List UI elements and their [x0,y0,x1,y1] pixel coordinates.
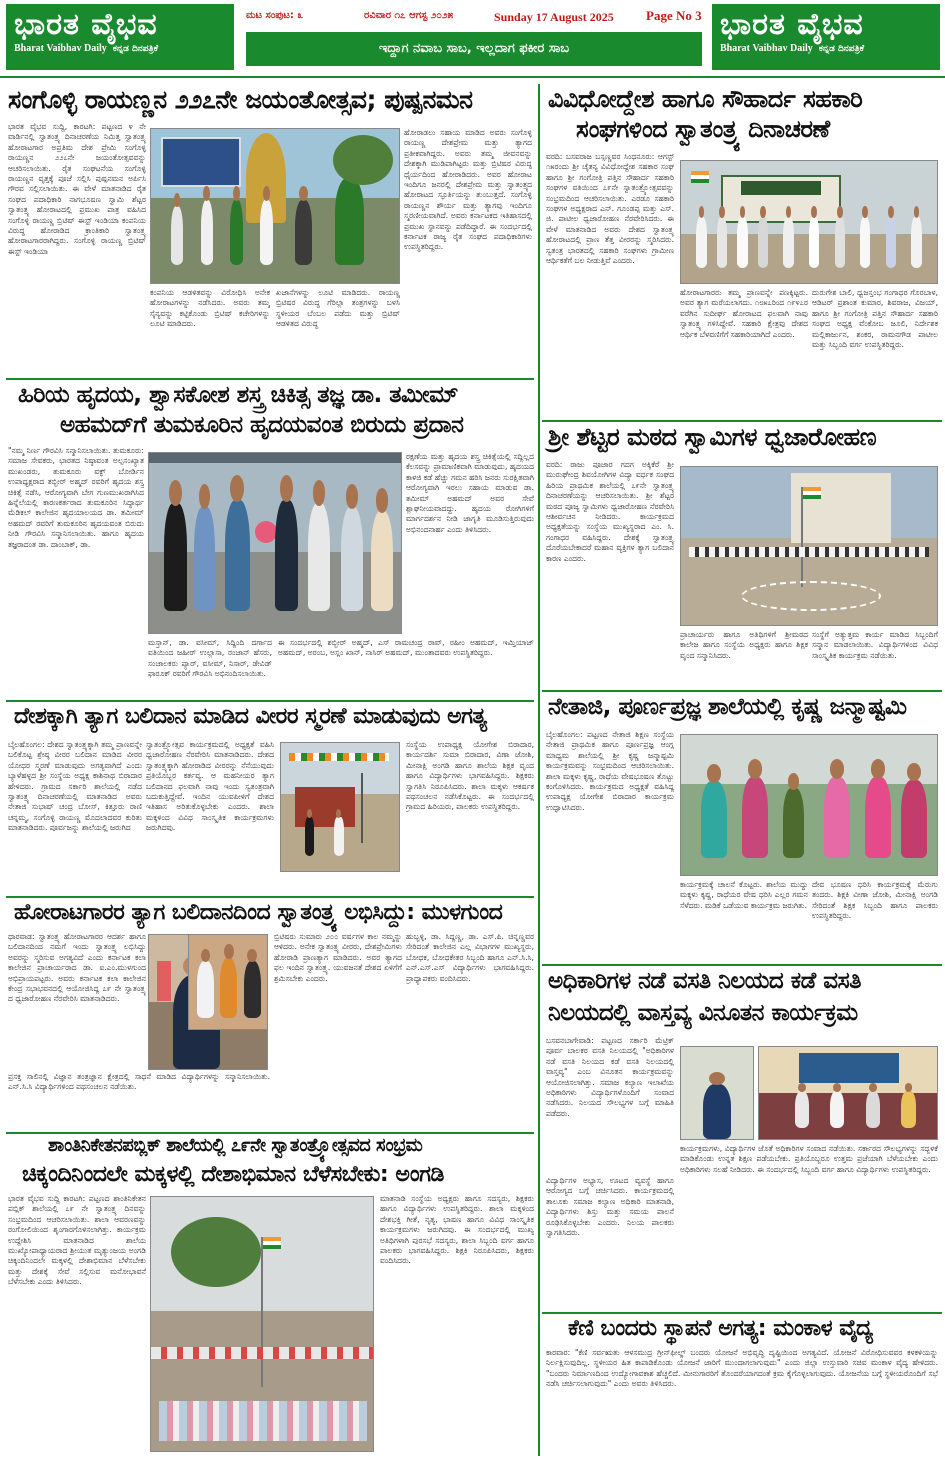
article-body: ಬ್ರಿಟಿಷರು ಸುಮಾರು ೨೦೦ ವರ್ಷಗಳ ಕಾಲ ನಮ್ಮನ್ನು ಆಳಿದರು. ಅನೇಕ ಸ್ವಾತಂತ್ರ್ಯ ವೀರರು, ದೇಶಪ್ರೇಮಿಗಳು ಹೋರಾಡಿ ಪ್ರಾಣತ್ಯಾಗ ಮಾಡಿದರು. ಅವರ ತ್ಯಾಗದ ಫಲ ಇಂದಿನ ಸ್ವಾತಂತ್ರ್ಯ. ಯುವಜನತೆ ದೇಶದ ಏಳಿಗೆಗೆ ಶ್ರಮಿಸಬೇಕು ಎಂದರು. [274,932,402,983]
article-body: ಸಂಸ್ಥೆಯ ಉಪಾಧ್ಯಕ್ಷ ಯೋಗೇಶ ಬಿರಾದಾರ, ಕಾರ್ಯದರ್ಶಿ ಸುಮಾ ಬಿರಾದಾರ, ವಿಣಾ ಜೋಶಿ, ಮೀನಾಕ್ಷಿ ಅಂಗಡಿ ಹಾಗೂ ಶಾಲೆಯ ಶಿಕ್ಷಕ ವೃಂದ ಹಾಗೂ ವಿದ್ಯಾರ್ಥಿಗಳು ಭಾಗವಹಿಸಿದ್ದರು. ಶಿಕ್ಷಕರು ಸ್ವಾಗತಿಸಿ ನಿರೂಪಿಸಿದರು. ಶಾಲಾ ಮಕ್ಕಳು ಆಕರ್ಷಕ ಪಥಸಂಚಲನ ನಡೆಸಿಕೊಟ್ಟರು. ಈ ಸಂದರ್ಭದಲ್ಲಿ ಗ್ರಾಮದ ಹಿರಿಯರು, ಪಾಲಕರು ಉಪಸ್ಥಿತರಿದ್ದರು. [406,740,534,812]
article-body: ದುರುಗೇಶ ಬಾಲಿ, ಧ್ವಜಸ್ತಂಭ ಗಂಗಾಧರ ಗೊರಬಾಳ, ಆಡಿಟರ್ ಪ್ರಶಾಂತ ಕುಮಾರ, ಶಿವರಾಜ, ವಿಜಯ್, ಹಾಗೂ ಶ್ರೀ ಗಂಗೋತ್ರಿ ಪತ್ತಿನ ಸೌಹಾರ್ದ ಸಹಕಾರಿ ಸಂಘದ ಅಧ್ಯಕ್ಷ ವೆಂಕೋಬ ಜೂಲಿ, ನಿರ್ದೇಶಕ ಮಲ್ಲಿಕಾರ್ಜುನ, ಶಂಕರ, ರಾಮನಗೌಡ ಪಾಟೀಲ ಮತ್ತು ಸಿಬ್ಬಂದಿ ವರ್ಗ ಉಪಸ್ಥಿತರಿದ್ದರು. [812,288,938,350]
article-body: ಬಸವನಬಾಗೇವಾಡಿ: ಪಟ್ಟಣದ ಸರ್ಕಾರಿ ಮೆಟ್ರಿಕ್ ಪೂರ್ವ ಬಾಲಕರ ವಸತಿ ನಿಲಯದಲ್ಲಿ "ಅಧಿಕಾರಿಗಳ ನಡೆ ವಸತಿ ನಿಲಯದ ಕಡೆ ವಸತಿ ನಿಲಯದಲ್ಲಿ ವಾಸ್ತವ್ಯ" ಎಂಬ ವಿನೂತನ ಕಾರ್ಯಕ್ರಮವನ್ನು ಆಯೋಜಿಸಲಾಗಿತ್ತು. ಸಮಾಜ ಕಲ್ಯಾಣ ಇಲಾಖೆಯ ಅಧಿಕಾರಿಗಳು ವಿದ್ಯಾರ್ಥಿಗಳೊಂದಿಗೆ ಸಂವಾದ ನಡೆಸಿದರು. ನಿಲಯದ ಸೌಲಭ್ಯಗಳ ಬಗ್ಗೆ ಮಾಹಿತಿ ಪಡೆದರು. [546,1036,674,1118]
article-caption: ಪ್ರಾಚಾರ್ಯರು ಹಾಗೂ ಅತಿಥಿಗಳಿಗೆ ಶ್ರೀಮಠದ ಕಾಲೇಜ ಹಾಗೂ ಸಂಸ್ಥೆಯ ಅಧ್ಯಕ್ಷರು ಹಾಗೂ ಶಿಕ್ಷಕ ವೃಂದ ಸನ್ಮಾನಿಸಿದರು. [680,630,808,660]
english-date: Sunday 17 August 2025 [494,10,614,24]
article-headline: ದೇಶಕ್ಕಾಗಿ ತ್ಯಾಗ ಬಲಿದಾನ ಮಾಡಿದ ವೀರರ ಸ್ಮರಣೆ ಮಾಡುವುದು ಅಗತ್ಯ [14,704,487,729]
article-body: ವಿದ್ಯಾರ್ಥಿಗಳ ಅಭ್ಯಾಸ, ಊಟದ ವ್ಯವಸ್ಥೆ ಹಾಗೂ ಆರೋಗ್ಯದ ಬಗ್ಗೆ ಚರ್ಚಿಸಿದರು. ಕಾರ್ಯಕ್ರಮದಲ್ಲಿ ತಾಲೂಕು ಸಮಾಜ ಕಲ್ಯಾಣ ಅಧಿಕಾರಿ ಮಾತನಾಡಿ, ವಿದ್ಯಾರ್ಥಿಗಳು ಶಿಸ್ತು ಮತ್ತು ಸಮಯ ಪಾಲನೆ ರೂಢಿಸಿಕೊಳ್ಳಬೇಕು ಎಂದರು. ನಿಲಯ ಪಾಲಕರು ಸ್ವಾಗತಿಸಿದರು. [546,1176,674,1238]
dateline [242,2,704,28]
logo-english: Bharat Vaibhav Daily [14,43,107,54]
signboard [161,137,241,187]
article-body: ಹೋರಾಟಗಾರರು ತಮ್ಮ ಪ್ರಾಣವನ್ನೇ ಪಣಕ್ಕಿಟ್ಟರು. ಅವರ ತ್ಯಾಗ ಮರೆಯಲಾಗದು. ೧೮೫೭ರಿಂದ ೧೯೪೭ರ ವರೆಗಿನ ಸುದೀರ್ಘ ಹೋರಾಟದ ಫಲವಾಗಿ ನಾವು ಸ್ವಾತಂತ್ರ್ಯ ಗಳಿಸಿದ್ದೇವೆ. ಸಹಕಾರಿ ಕ್ಷೇತ್ರವು ದೇಶದ ಆರ್ಥಿಕ ಬೆಳವಣಿಗೆಗೆ ಸಹಕಾರಿಯಾಗಿದೆ ಎಂದರು. [680,288,808,339]
kannada-date: ರವಿವಾರ ೧೭ ಆಗಸ್ಟ ೨೦೨೫ [364,10,454,21]
palm-tree [333,135,393,185]
article-body: ಕಾರವಾರ: "ಕೆಣಿ ಸರ್ವಋತು ಆಳಸಮುದ್ರ ಗ್ರೀನ್‌ಫೀಲ್ಡ್ ಬಂದರು ಯೋಜನೆ ಅಭಿವೃದ್ಧಿ ದೃಷ್ಟಿಯಿಂದ ಅಗತ್ಯವಿದೆ. ಯೋಜನೆ ವಿರೋಧಿಸುವವರ ಕಳಕಳಿಯನ್ನು ನಿರ್ಲಕ್ಷಿಸುವುದಿಲ್ಲ. ಸ್ಥಳೀಯರ ಹಿತ ಕಾಪಾಡಿಕೊಂಡು ಯೋಜನೆ ಜಾರಿಗೆ ಮುಂದಾಗಲಾಗುವುದು" ಎಂದು ಜಿಲ್ಲಾ ಉಸ್ತುವಾರಿ ಸಚಿವ ಮಂಕಾಳ ವೈದ್ಯ ಹೇಳಿದರು. "ಬಂದರು ನಿರ್ಮಾಣದಿಂದ ಉದ್ಯೋಗಾವಕಾಶ ಹೆಚ್ಚಲಿದೆ. ಮೀನುಗಾರರಿಗೆ ತೊಂದರೆಯಾಗದಂತೆ ಕ್ರಮ ಕೈಗೊಳ್ಳಲಾಗುವುದು. ಯೋಜನೆಯ ಬಗ್ಗೆ ಸ್ಥಳೀಯರೊಂದಿಗೆ ಸಭೆ ನಡೆಸಿ ಚರ್ಚಿಸಲಾಗುವುದು" ಎಂದು ಅವರು ತಿಳಿಸಿದರು. [546,1348,938,1389]
article-photo [758,1046,938,1140]
article-photo [680,466,938,626]
article-headline: ಹೋರಾಟಗಾರರ ತ್ಯಾಗ ಬಲಿದಾನದಿಂದ ಸ್ವಾತಂತ್ರ್ಯ ಲಭಿಸಿದ್ದು: ಮುಳಗುಂದ [14,900,503,925]
article-body: ಹೋರಾಡಲು ಸಹಾಯ ಮಾಡಿದ ಅವರು ಸಂಗೊಳ್ಳಿ ರಾಯಣ್ಣ ದೇಶಪ್ರೇಮ ಮತ್ತು ತ್ಯಾಗದ ಪ್ರತೀಕವಾಗಿದ್ದರು. ಅವರು ತಮ್ಮ ಜೀವನವನ್ನು ದೇಶಕ್ಕಾಗಿ ಮುಡಿಪಾಗಿಟ್ಟರು ಮತ್ತು ಬ್ರಿಟಿಷರ ವಿರುದ್ಧ ಧೈರ್ಯದಿಂದ ಹೋರಾಡಿದರು. ಅವರ ಹೋರಾಟ ಇಂದಿಗೂ ಜನರಲ್ಲಿ ದೇಶಪ್ರೇಮ ಮತ್ತು ಸ್ವಾತಂತ್ರ್ಯದ ಹೋರಾಟದ ಸ್ಫೂರ್ತಿಯನ್ನು ತುಂಬುತ್ತದೆ. ಸಂಗೊಳ್ಳಿ ರಾಯಣ್ಣನ ಶೌರ್ಯ ಮತ್ತು ತ್ಯಾಗವು ಇಂದಿಗೂ ಸ್ಮರಣೀಯವಾಗಿದೆ. ಅವರು ಕರ್ನಾಟಕದ ಇತಿಹಾಸದಲ್ಲಿ ಪ್ರಮುಖ ಸ್ಥಾನವನ್ನು ಪಡೆದಿದ್ದಾರೆ. ಈ ಸಂದರ್ಭದಲ್ಲಿ ಕರ್ನಾಟಕ ರಾಜ್ಯ ರೈತ ಸಂಘದ ಪದಾಧಿಕಾರಿಗಳು ಉಪಸ್ಥಿತರಿದ್ದರು. [404,128,532,252]
article-headline: ಸಂಘಗಳಿಂದ ಸ್ವಾತಂತ್ರ್ಯ ದಿನಾಚರಣೆ [576,115,830,143]
article-headline: ಅಧಿಕಾರಿಗಳ ನಡೆ ವಸತಿ ನಿಲಯದ ಕಡೆ ವಸತಿ [548,968,861,994]
article-photo [150,1196,374,1452]
article-headline: ಕೆಣಿ ಬಂದರು ಸ್ಥಾಪನೆ ಅಗತ್ಯ: ಮಂಕಾಳ ವೈದ್ಯ [568,1316,873,1341]
logo-title: ಭಾರತ ವೈಭವ [720,7,864,42]
logo-subtitle: ಕನ್ನಡ ದಿನಪತ್ರಿಕೆ [818,44,865,54]
article-photo [148,452,402,634]
logo-english: Bharat Vaibhav Daily [720,43,813,54]
article-body: ವರದಿ: ರಾಜು ಪೂಜಾರ ಗದಗ ಅಕ್ಕಿಕೆರೆ ಶ್ರೀ ಮುರುಘೇಂದ್ರ ಶಿವಯೋಗಿಗಳ ವಿದ್ಯಾ ವರ್ಧಕ ಸಂಘದ ಹಿರಿಯ ಪ್ರಾಥಮಿಕ ಶಾಲೆಯಲ್ಲಿ ೭೯ನೇ ಸ್ವಾತಂತ್ರ್ಯ ದಿನಾಚರಣೆಯನ್ನು ಆಚರಿಸಲಾಯಿತು. ಶ್ರೀ ಶೆಟ್ಟರ ಮಠದ ಪೂಜ್ಯ ಸ್ವಾಮಿಗಳು ಧ್ವಜಾರೋಹಣ ನೆರವೇರಿಸಿ ಆಶೀರ್ವಚನ ನೀಡಿದರು. ಕಾರ್ಯಕ್ರಮದ ಅಧ್ಯಕ್ಷತೆಯನ್ನು ಸಂಸ್ಥೆಯ ಮುಖ್ಯಸ್ಥರಾದ ಎಂ. ಸಿ. ಗಂಗಾಧರ ವಹಿಸಿದ್ದರು. ದೇಶಕ್ಕೆ ಸ್ವಾತಂತ್ರ್ಯ ದೊರೆಯಬೇಕಾದರೆ ಮಹಾನ ವ್ಯಕ್ತಿಗಳ ತ್ಯಾಗ ಬಲಿದಾನ ಕಾರಣ ಎಂದರು. [546,460,674,563]
article-body: ವರದಿ: ಬಸವರಾಜ ಬಸ್ಸಣ್ಣವರ ಸಿಂಧನೂರು: ಆಗಸ್ಟ್ ೧೫ರಂದು ಶ್ರೀ ಚೈತನ್ಯ ವಿವಿಧೋದ್ದೇಶ ಸಹಕಾರ ಸಂಘ ಹಾಗೂ ಶ್ರೀ ಗಂಗೋತ್ರಿ ಪತ್ತಿನ ಸೌಹಾರ್ದ ಸಹಕಾರಿ ಸಂಘಗಳ ವತಿಯಿಂದ ೭೯ನೇ ಸ್ವಾತಂತ್ರ್ಯೋತ್ಸವವನ್ನು ಸಂಭ್ರಮದಿಂದ ಆಚರಿಸಲಾಯಿತು. ಎರಡೂ ಸಹಕಾರಿ ಸಂಘಗಳ ಅಧ್ಯಕ್ಷರಾದ ಎನ್. ಗೂಂಡಪ್ಪ ಮತ್ತು ಎಸ್. ಜಿ. ಪಾಟೀಲ ಧ್ವಜಾರೋಹಣ ನೆರವೇರಿಸಿದರು. ಈ ವೇಳೆ ಮಾತನಾಡಿದ ಅವರು ದೇಶದ ಸ್ವಾತಂತ್ರ್ಯ ಹೋರಾಟದಲ್ಲಿ ಪ್ರಾಣ ತೆತ್ತ ವೀರರನ್ನು ಸ್ಮರಿಸಿದರು. ಸ್ವತಂತ್ರ ಭಾರತದಲ್ಲಿ ಸಹಕಾರಿ ಸಂಘಗಳು ಗ್ರಾಮೀಣ ಆರ್ಥಿಕತೆಗೆ ಬಲ ನೀಡುತ್ತಿವೆ ಎಂದರು. [546,152,674,266]
masthead-logo-right [712,4,940,70]
article-body: ಕಾರ್ಯಕ್ರಮಗಳು, ವಿದ್ಯಾರ್ಥಿಗಳ ಜೊತೆ ಅಧಿಕಾರಿಗಳ ಸಂವಾದ ನಡೆಯಿತು. ಸರ್ಕಾರದ ಸೌಲಭ್ಯಗಳನ್ನು ಸದ್ಬಳಕೆ ಮಾಡಿಕೊಂಡು ಉನ್ನತ ಶಿಕ್ಷಣ ಪಡೆಯಬೇಕು. ಪ್ರತಿಯೊಬ್ಬರೂ ಉತ್ತಮ ಪ್ರಜೆಯಾಗಿ ಬೆಳೆಯಬೇಕು ಎಂದು ಅಧಿಕಾರಿಗಳು ಸಲಹೆ ನೀಡಿದರು. ಈ ಸಂದರ್ಭದಲ್ಲಿ ಸಿಬ್ಬಂದಿ ವರ್ಗ ಹಾಗೂ ವಿದ್ಯಾರ್ಥಿಗಳು ಉಪಸ್ಥಿತರಿದ್ದರು. [680,1144,938,1174]
page-number: Page No 3 [646,8,702,23]
article-caption: ಈ ಸಂದರ್ಭದಲ್ಲಿ ಶಬ್ಬೀರ್ ಅಹ್ಮದ್, ಎಸ್ ರಾಮಚಂದ್ರ ರಾವ್, ರಹೀಂ ಅಹಮದ್, ಇಮ್ತಿಯಾಜ್ ಅಹಮದ್, ಅರಂಬ, ಅಸ್ಲಂ ಖಾನ್, ನಾಸಿರ್ ಅಹಮದ್, ಮುಂತಾದವರು ಉಪಸ್ಥಿತರಿದ್ದರು. [278,638,534,658]
article-caption: ದೇವ ಭೂಷಣ ಧರಿಸಿ ಕಾರ್ಯಕ್ರಮಕ್ಕೆ ಮೆರುಗು ತಂದರು. ಶಿಕ್ಷಕಿ ವೀಣಾ ಜೋಶಿ, ಮೀನಾಕ್ಷಿ ಅಂಗಡಿ ಸೇರಿದಂತೆ ಶಿಕ್ಷಕ ಸಿಬ್ಬಂದಿ ಹಾಗೂ ಪಾಲಕರು ಉಪಸ್ಥಿತರಿದ್ದರು. [812,880,938,921]
article-photo [280,742,400,872]
article-caption: ಮಸ್ತಾನ್, ಡಾ. ವಸೀಮ್, ಸಿದ್ದಿಂದಿ ದರ್ಗಾದ ವತಿಯಿಂದ ಜಹೀರ್ ಉಲ್ಲಾಸಾ, ರಂಜಾನ್ ಹೆಸರು, ಸಂಚಾಲಕರು ಪ್ಯಾರ್, ವಸೀಮ್, ನಿಸಾರ್, ಡೇವಿಡ್ ಫಾರೂಕ್ ರವರಿಗೆ ಗೌರವಿಸಿ ಅಭಿನಂದಿಸಲಾಯಿತು. [148,638,272,679]
article-body: ಭಾರತ ವೈಭವ ಸುದ್ದಿ ಕಾರಟಗಿ: ಪಟ್ಟಣದ ಶಾಂತಿನಿಕೇತನ ಪಬ್ಲಿಕ್ ಶಾಲೆಯಲ್ಲಿ ೭೯ ನೇ ಸ್ವಾತಂತ್ರ್ಯ ದಿನವನ್ನು ಸಂಭ್ರಮದಿಂದ ಆಚರಿಸಲಾಯಿತು. ಶಾಲಾ ಆವರಣವನ್ನು ರಂಗೋಲಿಯಿಂದ ಶೃಂಗಾರಗೊಳಿಸಲಾಗಿತ್ತು. ಕಾರ್ಯಕ್ರಮ ಉದ್ದೇಶಿಸಿ ಮಾತನಾಡಿದ ಶಾಲೆಯ ಮುಖ್ಯೋಪಾಧ್ಯಾಯರಾದ ಶ್ರೀಯುತ ಮೃತ್ಯುಂಜಯ ಅಂಗಡಿ ಚಿಕ್ಕಂದಿನಿಂದಲೇ ಮಕ್ಕಳಲ್ಲಿ ದೇಶಾಭಿಮಾನ ಬೆಳೆಸಬೇಕು ಮತ್ತು ದೇಶಕ್ಕೆ ಸೇವೆ ಸಲ್ಲಿಸುವ ಮನೋಭಾವನೆ ಬೆಳೆಸಬೇಕು ಎಂದು ತಿಳಿಸಿದರು. [8,1194,146,1287]
article-headline: ಸಂಗೊಳ್ಳಿ ರಾಯಣ್ಣನ ೨೨೭ನೇ ಜಯಂತೋತ್ಸವ; ಪುಷ್ಪನಮನ [8,85,473,114]
article-body: ರಕ್ಷಣೆಯ ಮತ್ತು ಹೃದಯ ಶಸ್ತ್ರ ಚಿಕಿತ್ಸೆಯಲ್ಲಿ ಸದ್ದಿಲ್ಲದ ಕೆಲಸವನ್ನು ಪ್ರಾಮಾಣಿಕವಾಗಿ ಮಾಡುವುದು, ಹೃದಯದ ಕಾಳಜಿ ಕಡೆ ಹೆಚ್ಚು ಗಮನ ಹರಿಸಿ ಜನರು ಸುರಕ್ಷಿತವಾಗಿ ಆರೋಗ್ಯವಾಗಿ ಇರಲು ಸಹಾಯ ಮಾಡುವ ಡಾ. ತಮೀಮ್ ಅಹಮದ್ ಅವರ ಸೇವೆ ಶ್ಲಾಘನೀಯವಾದದ್ದು. ಹೃದಯ ರೋಗಿಗಳಿಗೆ ಮಾರ್ಗದರ್ಶನ ನೀಡಿ ಜಾಗೃತಿ ಮೂಡಿಸುತ್ತಿರುವುದು ಅಭಿನಂದನಾರ್ಹ ಎಂದು ತಿಳಿಸಿದರು. [406,452,534,534]
article-body: "ನಮ್ಮ ನಿರ್ಣ ಗೌರವಿಸಿ ಸನ್ಮಾನಿಸಲಾಯಿತು. ತುಮಕೂರು: ಸಮಾಜ ಸೇವಕರು, ಭಾರತದ ನಿಷ್ಠಾವಂತ ಅಲ್ಪಸಂಖ್ಯಾತ ಮುಖಂಡರು, ತುಮಕೂರು ವಕ್ಫ್ ಬೋರ್ಡಿನ ಉಪಾಧ್ಯಕ್ಷರಾದ ತಬ್ಬೀರ್ ಅಹ್ಮದ್ ರವರಿಗೆ ಹೃದಯ ಶಸ್ತ್ರ ಚಿಕಿತ್ಸೆ ನಡೆಸಿ, ಆರೋಗ್ಯವಾಗಿ ಬೇಗ ಗುಣಮುಖರಾಗಿಸಿದ ಹಿನ್ನೆಲೆಯಲ್ಲಿ ಕಾರಣಕರ್ತರಾದ ತುಮಕೂರಿನ ಸಿದ್ಧಾರ್ಥ ಮೆಡಿಕಲ್ ಕಾಲೇಜಿನ ಹೃದಯಾಲಯದ ಡಾ. ತಮೀಮ್ ಅಹಮದ್ ರವರಿಗೆ ತುಮಕೂರಿನ ಹೃದಯವಂತ ಬಿರುದು ನೀಡಿ ಗೌರವಿಸಿ ಸನ್ಮಾನಿಸಲಾಯಿತು. ಹಾಗೂ ಹೃದಯ ತಜ್ಞರಾದಂತ ಡಾ. ದಾಂಬಾಕ್, ಡಾ. [8,446,144,549]
article-caption: ಖಜಾನೆಗಳನ್ನು ಲೂಟಿ ಮಾಡಿದರು. ರಾಯಣ್ಣ ಬ್ರಿಟಿಷರ ವಿರುದ್ಧ ಗೆರಿಲ್ಲಾ ತಂತ್ರಗಳನ್ನು ಬಳಸಿ ಸ್ಥಳೀಯರ ಬೆಂಬಲ ಪಡೆದು ಮತ್ತು ಬ್ರಿಟಿಷ್ ಆಡಳಿತದ ವಿರುದ್ಧ [276,288,400,329]
masthead-logo-left [6,4,234,70]
article-body: ಭಾರತ ವೈಭವ ಸುದ್ದಿ, ಕಾರಟಗಿ: ಪಟ್ಟಣದ ೪ ನೇ ವಾರ್ಡಿನಲ್ಲಿ ಸ್ವಾತಂತ್ರ್ಯ ದಿನಾಚರಣೆಯ ನಿಮಿತ್ತ ಸ್ವಾತಂತ್ರ್ಯ ಹೋರಾಟಗಾರ ಅಪ್ರತಿಮ ದೇಶ ಪ್ರೇಮಿ ಸಂಗೊಳ್ಳಿ ರಾಯಣ್ಣನ ೨೨೭ನೇ ಜಯಂತೋತ್ಸವವನ್ನು ಆಚರಿಸಲಾಯಿತು. ರೈತ ಸಂಘಟನೆಯ ಸಂಗೊಳ್ಳಿ ರಾಯಣ್ಣನ ವೃತ್ತಕ್ಕೆ ಪೂಜೆ ಸಲ್ಲಿಸಿ ಪುಷ್ಪನಮನ ಅರ್ಪಿಸಿ ಗೌರವ ಸಲ್ಲಿಸಲಾಯಿತು. ಈ ವೇಳೆ ಮಾತನಾಡಿದ ರೈತ ಸಂಘದ ಪದಾಧಿಕಾರಿ ನಾಗಭೂಷಣ ಸ್ವಾಮಿ ಶೆಟ್ಟರ ಸ್ವಾತಂತ್ರ್ಯ ಹೋರಾಟದಲ್ಲಿ ಪ್ರಮುಖ ಪಾತ್ರ ವಹಿಸಿದ ಸಂಗೊಳ್ಳಿ ರಾಯಣ್ಣ ಬ್ರಿಟಿಷ್ ಈಸ್ಟ್ ಇಂಡಿಯಾ ಕಂಪನಿಯ ವಿರುದ್ಧ ಹೋರಾಡಿದ ಕ್ರಾಂತಿಕಾರಿ ಸ್ವಾತಂತ್ರ್ಯ ಹೋರಾಟಗಾರರಾಗಿದ್ದರು. ಸಂಗೊಳ್ಳಿ ರಾಯಣ್ಣ ಬ್ರಿಟಿಷ್ ಈಸ್ಟ್ ಇಂಡಿಯಾ [8,122,146,256]
article-caption: ಕಂಪನಿಯ ಆಡಳಿತವನ್ನು ವಿರೋಧಿಸಿ ಅನೇಕ ಹೋರಾಟಗಳನ್ನು ನಡೆಸಿದರು. ಅವರು ತಮ್ಮ ಸೈನ್ಯವನ್ನು ಕಟ್ಟಿಕೊಂಡು ಬ್ರಿಟಿಷ್ ಕಚೇರಿಗಳನ್ನು ಲೂಟಿ ಮಾಡಿದರು. [150,288,270,329]
logo-subtitle: ಕನ್ನಡ ದಿನಪತ್ರಿಕೆ [112,44,159,54]
logo-title: ಭಾರತ ವೈಭವ [14,7,158,42]
article-body: ಸ್ವಾತಂತ್ರ್ಯೋತ್ಸವ ಕಾರ್ಯಕ್ರಮದಲ್ಲಿ ಅಧ್ಯಕ್ಷತೆ ವಹಿಸಿ ಧ್ವಜಾರೋಹಣ ನೆರವೇರಿಸಿ ಮಾತನಾಡಿದರು. ದೇಶದ ಸ್ವಾತಂತ್ರ್ಯಕ್ಕಾಗಿ ಹೋರಾಡಿದ ವೀರರನ್ನು ನೆನೆಯುವುದು ಪ್ರತಿಯೊಬ್ಬರ ಕರ್ತವ್ಯ. ಆ ಮಹನೀಯರ ತ್ಯಾಗ ಬಲಿದಾನದ ಫಲವಾಗಿ ನಾವು ಇಂದು ಸ್ವತಂತ್ರವಾಗಿ ಬದುಕುತ್ತಿದ್ದೇವೆ. ಇಂದಿನ ಯುವಪೀಳಿಗೆ ದೇಶದ ಇತಿಹಾಸ ಅರಿತುಕೊಳ್ಳಬೇಕು ಎಂದರು. ಶಾಲಾ ಮಕ್ಕಳಿಂದ ವಿವಿಧ ಸಾಂಸ್ಕೃತಿಕ ಕಾರ್ಯಕ್ರಮಗಳು ಜರುಗಿದವು. [146,740,274,833]
article-body: ಮಾತನಾಡಿ ಸಂಸ್ಥೆಯ ಅಧ್ಯಕ್ಷರು ಹಾಗೂ ಸದಸ್ಯರು, ಶಿಕ್ಷಕರು ಹಾಗೂ ವಿದ್ಯಾರ್ಥಿಗಳು ಉಪಸ್ಥಿತರಿದ್ದರು. ಶಾಲಾ ಮಕ್ಕಳಿಂದ ದೇಶಭಕ್ತಿ ಗೀತೆ, ನೃತ್ಯ, ಭಾಷಣ ಹಾಗೂ ವಿವಿಧ ಸಾಂಸ್ಕೃತಿಕ ಕಾರ್ಯಕ್ರಮಗಳು ಜರುಗಿದವು. ಈ ಸಂದರ್ಭದಲ್ಲಿ ಮುಖ್ಯ ಅತಿಥಿಗಳಾಗಿ ಪುರಸಭೆ ಸದಸ್ಯರು, ಶಾಲಾ ಸಿಬ್ಬಂದಿ ವರ್ಗ ಹಾಗೂ ಪಾಲಕರು ಭಾಗವಹಿಸಿದ್ದರು. ಶಿಕ್ಷಕಿ ನಿರೂಪಿಸಿದರು, ಶಿಕ್ಷಕರು ವಂದಿಸಿದರು. [380,1194,534,1266]
article-headline: ನಿಲಯದಲ್ಲಿ ವಾಸ್ತವ್ಯ ವಿನೂತನ ಕಾರ್ಯಕ್ರಮ [548,1000,858,1026]
article-caption: ಪ್ರಸಕ್ತ ಸಾಲಿನಲ್ಲಿ ವಿಜ್ಞಾನ ತಂತ್ರಜ್ಞಾನ ಕ್ಷೇತ್ರದಲ್ಲಿ ಸಾಧನೆ ಮಾಡಿದ ವಿದ್ಯಾರ್ಥಿಗಳನ್ನು ಸನ್ಮಾನಿಸಲಾಯಿತು. ಎನ್.ಸಿ.ಸಿ ವಿದ್ಯಾರ್ಥಿಗಳಿಂದ ಪಥಸಂಚಲನ ನಡೆಯಿತು. [8,1072,270,1092]
article-body: ಬೈಲಹೊಂಗಲ: ದೇಶದ ಸ್ವಾತಂತ್ರ್ಯಕ್ಕಾಗಿ ತಮ್ಮ ಪ್ರಾಣವನ್ನೇ ಬಲಿಕೊಟ್ಟ ಶ್ರೇಷ್ಠ ವೀರರ ಬಲಿದಾನ ಮಾಡಿದ ವೀರರ ಯೋಧರ ಸ್ಮರಣೆ ಮಾಡುವುದು ಅಗತ್ಯವಾಗಿದೆ ಎಂದು ಬ್ಯಾಳೆಹಳ್ಳದ ಶ್ರೀ ಸಂಸ್ಥೆಯ ಅಧ್ಯಕ್ಷ ಕಾಶಿನಾಥ ಬಿರಾದಾರ ಹೇಳಿದರು. ಗ್ರಾಮದ ಸರ್ಕಾರಿ ಶಾಲೆಯಲ್ಲಿ ನಡೆದ ಸ್ವಾತಂತ್ರ್ಯ ದಿನಾಚರಣೆಯಲ್ಲಿ ಮಾತನಾಡಿದ ಅವರು ನೇತಾಜಿ ಸುಭಾಷ್ ಚಂದ್ರ ಬೋಸ್, ಕಿತ್ತೂರು ರಾಣಿ ಚನ್ನಮ್ಮ, ಸಂಗೊಳ್ಳಿ ರಾಯಣ್ಣ ಮೊದಲಾದವರ ಕುರಿತು ಮಾತನಾಡಿದರು. ಪೂರ್ವಜನ್ನು ಶಾಲೆಯಲ್ಲಿ ಜರುಗಿದ [8,740,142,833]
article-caption: ಕಾರ್ಯಕ್ರಮಕ್ಕೆ ಚಾಲನೆ ಕೊಟ್ಟರು. ಶಾಲೆಯ ಮುದ್ದು ಮಕ್ಕಳು ಕೃಷ್ಣ, ರಾಧೆಯರ ವೇಷ ಧರಿಸಿ ಎಲ್ಲರ ಗಮನ ಸೆಳೆದರು. ಮಡಿಕೆ ಒಡೆಯುವ ಕಾರ್ಯಕ್ರಮ ಜರುಗಿತು. [680,880,808,910]
article-body: ಧಾರವಾಡ: ಸ್ವಾತಂತ್ರ್ಯ ಹೋರಾಟಗಾರರ ಆದರ್ಶ ಹಾಗೂ ಬಲಿದಾನದಿಂದ ನಮಗೆ ಇಂದು ಸ್ವಾತಂತ್ರ್ಯ ಲಭಿಸಿದ್ದು ಅವರನ್ನು ಸ್ಮರಿಸುವ ಅಗತ್ಯವಿದೆ ಎಂದು ಕರ್ನಾಟಕ ಕಲಾ ಕಾಲೇಜಿನ ಪ್ರಾಚಾರ್ಯರಾದ ಡಾ. ಐ.ಎಂ.ಮುಳಗುಂದ ಅಭಿಪ್ರಾಯಪಟ್ಟರು. ಅವರು ಕರ್ನಾಟಕ ಕಲಾ ಕಾಲೇಜಿನ ಕೇಂದ್ರ ಸಭಾಭವನದಲ್ಲಿ ಆಯೋಜಿಸಿದ್ದ ೭೯ ನೇ ಸ್ವಾತಂತ್ರ್ಯ ದ ಧ್ವಜಾರೋಹಣ ನೆರವೇರಿಸಿ ಮಾತನಾಡಿದರು. [8,932,146,1004]
article-kicker: ಶಾಂತಿನಿಕೇತನಪಬ್ಲಿಕ್ ಶಾಲೆಯಲ್ಲಿ ೭೯ನೇ ಸ್ವಾತಂತ್ರ್ಯೋತ್ಸವದ ಸಂಭ್ರಮ [48,1135,423,1156]
article-headline: ಚಿಕ್ಕಂದಿನಿಂದಲೇ ಮಕ್ಕಳಲ್ಲಿ ದೇಶಾಭಿಮಾನ ಬೆಳೆಸಬೇಕು: ಅಂಗಡಿ [22,1162,444,1187]
article-headline: ಅಹಮದ್‌ಗೆ ತುಮಕೂರಿನ ಹೃದಯವಂತ ಬಿರುದು ಪ್ರದಾನ [60,412,464,438]
masthead [0,0,945,78]
article-photo [680,160,938,284]
article-body: ಬೈಲಹೊಂಗಲ: ಪಟ್ಟಣದ ನೇತಾಜಿ ಶಿಕ್ಷಣ ಸಂಸ್ಥೆಯ ನೇತಾಜಿ ಪ್ರಾಥಮಿಕ ಹಾಗೂ ಪೂರ್ಣಪ್ರಜ್ಞ ಆಂಗ್ಲ ಮಾಧ್ಯಮ ಶಾಲೆಯಲ್ಲಿ ಶ್ರೀ ಕೃಷ್ಣ ಜನ್ಮಾಷ್ಟಮಿ ಕಾರ್ಯಕ್ರಮವನ್ನು ಸಂಭ್ರಮದಿಂದ ಆಚರಿಸಲಾಯಿತು. ಶಾಲಾ ಮಕ್ಕಳು ಕೃಷ್ಣ, ರಾಧೆಯ ವೇಷಭೂಷಣ ತೊಟ್ಟು ಕಂಗೊಳಿಸಿದರು. ಕಾರ್ಯಕ್ರಮದ ಅಧ್ಯಕ್ಷತೆ ವಹಿಸಿದ್ದ ಉಪಾಧ್ಯಕ್ಷ ಯೋಗೇಶ ಬಿರಾದಾರ ಕಾರ್ಯಕ್ರಮ ಉದ್ಘಾಟಿಸಿದರು. [546,730,674,812]
issue-number: ಮಟ ಸಂಪುಟ: ೩ [246,10,304,21]
article-headline: ಶ್ರೀ ಶೆಟ್ಟರ ಮಠದ ಸ್ವಾಮಿಗಳ ಧ್ವಜಾರೋಹಣ [548,423,877,451]
article-photo [680,734,938,876]
article-caption: ಸಂಸ್ಥೆಗೆ ಅತ್ಯುತ್ತಮ ಕಾರ್ಯ ಮಾಡಿದ ಸಿಬ್ಬಂದಿಗೆ ಸನ್ಮಾನ ಮಾಡಲಾಯಿತು. ವಿದ್ಯಾರ್ಥಿಗಳಿಂದ ವಿವಿಧ ಸಾಂಸ್ಕೃತಿಕ ಕಾರ್ಯಕ್ರಮ ನಡೆಯಿತು. [812,630,938,660]
column-divider [538,84,540,1456]
article-body: ಹುಬ್ಬಳ್ಳಿ, ಡಾ. ಸಿದ್ದಣ್ಣ, ಡಾ. ಎಸ್.ಪಿ. ಚಿನ್ನಣ್ಣವರ ಸೇರಿದಂತೆ ಕಾಲೇಜಿನ ಎಲ್ಲ ವಿಭಾಗಗಳ ಮುಖ್ಯಸ್ಥರು, ಬೋಧಕ, ಬೋಧಕೇತರ ಸಿಬ್ಬಂದಿ ಹಾಗೂ ಎನ್.ಸಿ.ಸಿ, ಎನ್.ಎಸ್.ಎಸ್ ವಿದ್ಯಾರ್ಥಿಗಳು ಭಾಗವಹಿಸಿದ್ದರು. ಪ್ರಾಧ್ಯಾಪಕರು ವಂದಿಸಿದರು. [406,932,534,983]
article-photo [188,934,268,1030]
article-headline: ವಿವಿಧೋದ್ದೇಶ ಹಾಗೂ ಸೌಹಾರ್ದ ಸಹಕಾರಿ [548,85,863,113]
article-headline: ಹಿರಿಯ ಹೃದಯ, ಶ್ವಾಸಕೋಶ ಶಸ್ತ್ರ ಚಿಕಿತ್ಸ ತಜ್ಞ ಡಾ. ತಮೀಮ್ [18,382,458,408]
article-photo [150,128,400,284]
article-headline: ನೇತಾಜಿ, ಪೂರ್ಣಪ್ರಜ್ಞ ಶಾಲೆಯಲ್ಲಿ ಕೃಷ್ಣ ಜನ್ಮಾಷ್ಟಮಿ [548,694,907,720]
article-photo [680,1046,754,1140]
tagline: ಇದ್ದಾಗ ನವಾಬ ಸಾಬ, ಇಲ್ಲದಾಗ ಫಕೀರ ಸಾಬ [246,32,702,66]
